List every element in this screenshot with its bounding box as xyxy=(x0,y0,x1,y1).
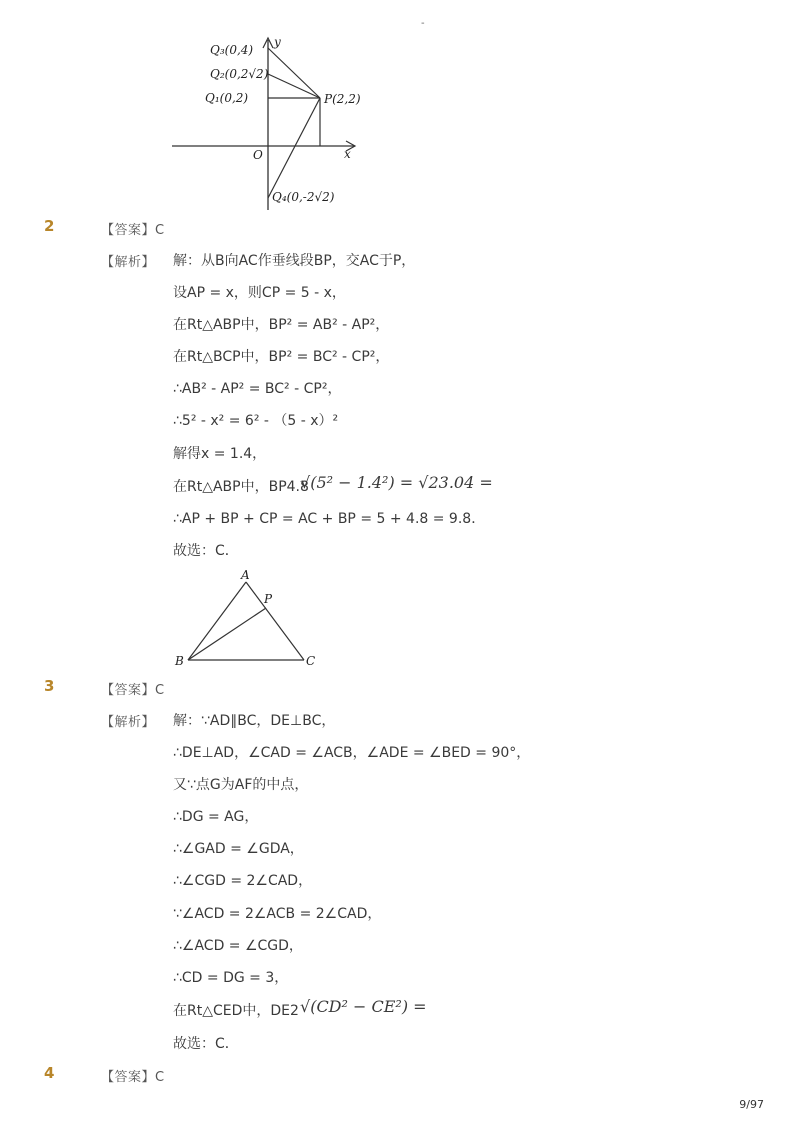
label-q3: Q₃(0,4) xyxy=(210,43,254,57)
label-q1: Q₁(0,2) xyxy=(205,91,249,105)
solution-line: 在Rt△BCP中，BP² = BC² - CP²， xyxy=(173,349,390,365)
segment-q4-p xyxy=(268,98,320,198)
segment-bp xyxy=(188,608,266,660)
solution-line: 又∵点G为AF的中点， xyxy=(173,777,309,793)
answer-tag: 【答案】C xyxy=(101,1070,165,1085)
label-p: P(2,2) xyxy=(324,92,361,106)
answer-tag: 【答案】C xyxy=(101,683,165,698)
solution-line: 在Rt△CED中，DE2 xyxy=(173,1003,299,1019)
solution-line: ∴∠CGD = 2∠CAD， xyxy=(173,873,313,889)
side-ab xyxy=(188,582,246,660)
analysis-tag: 【解析】 xyxy=(101,255,156,270)
label-origin: O xyxy=(253,148,263,162)
solution-line: ∵∠ACD = 2∠ACB = 2∠CAD， xyxy=(173,906,382,922)
solution-line: 在Rt△ABP中，BP4.8 xyxy=(173,479,309,495)
label-c: C xyxy=(306,654,316,668)
formula: √(CD² − CE²) = xyxy=(300,997,427,1016)
label-b: B xyxy=(175,654,184,668)
label-q2: Q₂(0,2√2) xyxy=(210,67,269,81)
solution-line: ∴AP + BP + CP = AC + BP = 5 + 4.8 = 9.8． xyxy=(173,511,486,527)
solution-line: 在Rt△ABP中，BP² = AB² - AP²， xyxy=(173,317,390,333)
question-number: 4 xyxy=(44,1064,55,1082)
solution-line: 设AP = x，则CP = 5 - x， xyxy=(173,285,346,301)
solution-line: 解得x = 1.4， xyxy=(173,446,267,462)
formula: √(5² − 1.4²) = √23.04 = xyxy=(300,473,493,492)
solution-line: ∴DG = AG， xyxy=(173,809,259,825)
label-q4: Q₄(0,-2√2) xyxy=(272,190,335,204)
solution-line: ∴∠GAD = ∠GDA， xyxy=(173,841,304,857)
analysis-tag: 【解析】 xyxy=(101,715,156,730)
segment-q3-p xyxy=(268,48,320,98)
solution-line: ∴DE⊥AD，∠CAD = ∠ACB，∠ADE = ∠BED = 90°， xyxy=(173,745,531,761)
solution-line: 解：∵AD∥BC，DE⊥BC， xyxy=(173,713,336,729)
solution-line: ∴5² - x² = 6² - （5 - x）² xyxy=(173,413,339,429)
question-number: 2 xyxy=(44,217,55,235)
header-mark: - xyxy=(421,18,425,29)
question-number: 3 xyxy=(44,677,55,695)
solution-line: ∴AB² - AP² = BC² - CP²， xyxy=(173,381,342,397)
solution-line: ∴CD = DG = 3， xyxy=(173,970,289,986)
label-y: y xyxy=(274,35,281,49)
solution-line: 解：从B向AC作垂线段BP，交AC于P， xyxy=(173,253,416,269)
triangle-figure xyxy=(170,566,330,672)
label-a: A xyxy=(241,568,250,582)
solution-line: 故选：C． xyxy=(173,1036,239,1052)
label-p: P xyxy=(264,592,273,606)
side-ac xyxy=(246,582,304,660)
answer-tag: 【答案】C xyxy=(101,223,165,238)
solution-line: ∴∠ACD = ∠CGD， xyxy=(173,938,303,954)
segment-q2-p xyxy=(268,74,320,98)
solution-line: 故选：C． xyxy=(173,543,239,559)
page-number: 9/97 xyxy=(739,1098,764,1111)
label-x: x xyxy=(344,147,351,161)
coordinate-figure xyxy=(160,28,380,214)
